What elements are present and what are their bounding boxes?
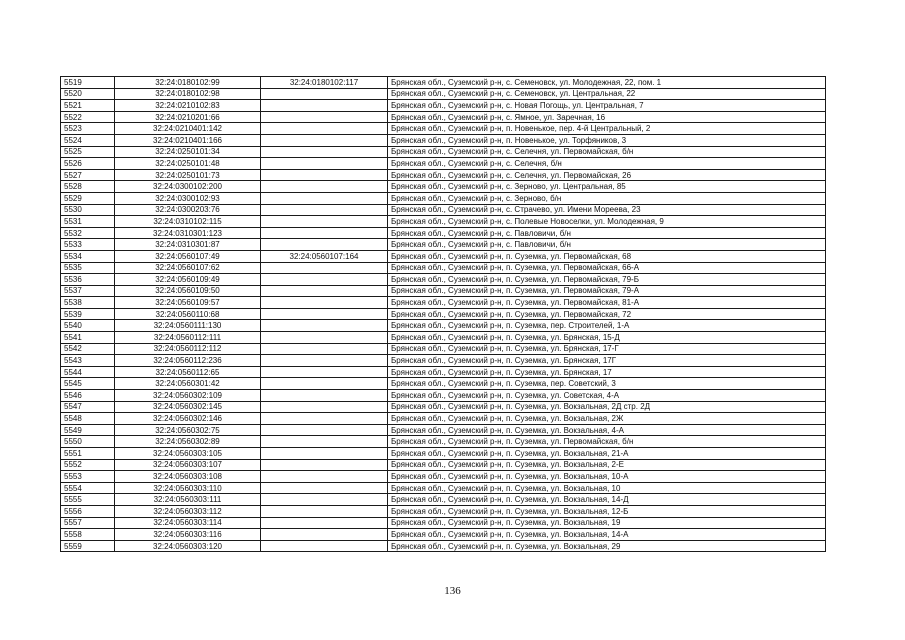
table-row [61, 343, 826, 355]
table-row [61, 424, 826, 436]
parent-cadastral-number-cell [261, 285, 388, 297]
address-cell: Брянская обл., Суземский р-н, п. Суземка, ул. Вокзальная, 4-А [388, 424, 826, 436]
table-row [61, 471, 826, 483]
parent-cadastral-number-cell [261, 390, 388, 402]
row-number-cell: 5557 [61, 517, 115, 529]
table-row [61, 192, 826, 204]
table-row [61, 436, 826, 448]
cadastral-number-cell: 32:24:0250101:48 [115, 158, 261, 170]
cadastral-number-cell: 32:24:0210102:83 [115, 100, 261, 112]
table-row [61, 390, 826, 402]
address-cell: Брянская обл., Суземский р-н, п. Суземка, ул. Первомайская, 68 [388, 250, 826, 262]
row-number-cell: 5522 [61, 111, 115, 123]
table-row [61, 332, 826, 344]
table-row [61, 413, 826, 425]
cadastral-number-cell: 32:24:0250101:34 [115, 146, 261, 158]
address-cell: Брянская обл., Суземский р-н, п. Суземка, ул. Вокзальная, 2Д стр. 2Д [388, 401, 826, 413]
table-row [61, 448, 826, 460]
cadastral-number-cell: 32:24:0560303:112 [115, 505, 261, 517]
address-cell: Брянская обл., Суземский р-н, с. Страчево, ул. Имени Мореева, 23 [388, 204, 826, 216]
table-row [61, 505, 826, 517]
address-cell: Брянская обл., Суземский р-н, п. Суземка, ул. Вокзальная, 2Ж [388, 413, 826, 425]
address-cell: Брянская обл., Суземский р-н, п. Суземка, ул. Брянская, 17Г [388, 355, 826, 367]
table-row [61, 482, 826, 494]
parent-cadastral-number-cell [261, 216, 388, 228]
cadastral-number-cell: 32:24:0560302:75 [115, 424, 261, 436]
row-number-cell: 5521 [61, 100, 115, 112]
cadastral-number-cell: 32:24:0560303:108 [115, 471, 261, 483]
address-cell: Брянская обл., Суземский р-н, с. Селечня, ул. Первомайская, 26 [388, 169, 826, 181]
table-row [61, 239, 826, 251]
table-row [61, 274, 826, 286]
table-row [61, 517, 826, 529]
row-number-cell: 5541 [61, 332, 115, 344]
cadastral-number-cell: 32:24:0560112:65 [115, 366, 261, 378]
parent-cadastral-number-cell [261, 401, 388, 413]
row-number-cell: 5558 [61, 529, 115, 541]
parent-cadastral-number-cell: 32:24:0560107:164 [261, 250, 388, 262]
cadastral-number-cell: 32:24:0300102:93 [115, 192, 261, 204]
address-cell: Брянская обл., Суземский р-н, п. Суземка, ул. Вокзальная, 19 [388, 517, 826, 529]
address-cell: Брянская обл., Суземский р-н, п. Суземка, ул. Вокзальная, 2-Е [388, 459, 826, 471]
table-row [61, 355, 826, 367]
cadastral-number-cell: 32:24:0560303:120 [115, 540, 261, 552]
parent-cadastral-number-cell [261, 169, 388, 181]
table-row [61, 181, 826, 193]
row-number-cell: 5542 [61, 343, 115, 355]
cadastral-number-cell: 32:24:0560109:57 [115, 297, 261, 309]
row-number-cell: 5550 [61, 436, 115, 448]
cadastral-number-cell: 32:24:0300203:76 [115, 204, 261, 216]
row-number-cell: 5543 [61, 355, 115, 367]
cadastral-number-cell: 32:24:0560302:146 [115, 413, 261, 425]
table-row [61, 227, 826, 239]
address-cell: Брянская обл., Суземский р-н, с. Ямное, ул. Заречная, 16 [388, 111, 826, 123]
parent-cadastral-number-cell [261, 482, 388, 494]
table-row [61, 111, 826, 123]
parent-cadastral-number-cell [261, 540, 388, 552]
address-cell: Брянская обл., Суземский р-н, с. Семеновск, ул. Молодежная, 22, пом. 1 [388, 77, 826, 89]
cadastral-number-cell: 32:24:0560302:145 [115, 401, 261, 413]
cadastral-number-cell: 32:24:0560303:114 [115, 517, 261, 529]
cadastral-number-cell: 32:24:0180102:99 [115, 77, 261, 89]
parent-cadastral-number-cell [261, 88, 388, 100]
address-cell: Брянская обл., Суземский р-н, п. Суземка, ул. Советская, 4-А [388, 390, 826, 402]
parent-cadastral-number-cell [261, 181, 388, 193]
cadastral-number-cell: 32:24:0210401:166 [115, 134, 261, 146]
cadastral-number-cell: 32:24:0560109:50 [115, 285, 261, 297]
address-cell: Брянская обл., Суземский р-н, с. Зерново, ул. Центральная, 85 [388, 181, 826, 193]
parent-cadastral-number-cell [261, 343, 388, 355]
row-number-cell: 5530 [61, 204, 115, 216]
cadastral-number-cell: 32:24:0300102:200 [115, 181, 261, 193]
address-cell: Брянская обл., Суземский р-н, п. Суземка, ул. Вокзальная, 10 [388, 482, 826, 494]
parent-cadastral-number-cell [261, 239, 388, 251]
address-cell: Брянская обл., Суземский р-н, п. Суземка, ул. Вокзальная, 29 [388, 540, 826, 552]
row-number-cell: 5539 [61, 308, 115, 320]
parent-cadastral-number-cell [261, 436, 388, 448]
table-row [61, 529, 826, 541]
parent-cadastral-number-cell [261, 366, 388, 378]
table-row [61, 401, 826, 413]
cadastral-number-cell: 32:24:0310301:87 [115, 239, 261, 251]
address-cell: Брянская обл., Суземский р-н, п. Суземка, ул. Брянская, 17-Г [388, 343, 826, 355]
address-cell: Брянская обл., Суземский р-н, п. Суземка, ул. Брянская, 15-Д [388, 332, 826, 344]
address-cell: Брянская обл., Суземский р-н, с. Новая Погощь, ул. Центральная, 7 [388, 100, 826, 112]
table-row [61, 216, 826, 228]
cadastral-number-cell: 32:24:0560107:49 [115, 250, 261, 262]
row-number-cell: 5535 [61, 262, 115, 274]
address-cell: Брянская обл., Суземский р-н, п. Суземка, ул. Первомайская, 72 [388, 308, 826, 320]
address-cell: Брянская обл., Суземский р-н, п. Суземка, пер. Строителей, 1-А [388, 320, 826, 332]
cadastral-number-cell: 32:24:0560109:49 [115, 274, 261, 286]
cadastral-number-cell: 32:24:0560112:112 [115, 343, 261, 355]
parent-cadastral-number-cell [261, 448, 388, 460]
table-row [61, 204, 826, 216]
address-cell: Брянская обл., Суземский р-н, с. Зерново, б/н [388, 192, 826, 204]
address-cell: Брянская обл., Суземский р-н, п. Суземка, ул. Первомайская, 79-А [388, 285, 826, 297]
cadastral-number-cell: 32:24:0250101:73 [115, 169, 261, 181]
cadastral-number-cell: 32:24:0560112:236 [115, 355, 261, 367]
cadastral-number-cell: 32:24:0560303:107 [115, 459, 261, 471]
address-cell: Брянская обл., Суземский р-н, п. Суземка, ул. Вокзальная, 21-А [388, 448, 826, 460]
row-number-cell: 5547 [61, 401, 115, 413]
cadastral-number-cell: 32:24:0560303:111 [115, 494, 261, 506]
cadastral-number-cell: 32:24:0560302:109 [115, 390, 261, 402]
cadastral-number-cell: 32:24:0310102:115 [115, 216, 261, 228]
row-number-cell: 5523 [61, 123, 115, 135]
address-cell: Брянская обл., Суземский р-н, п. Суземка, ул. Первомайская, б/н [388, 436, 826, 448]
row-number-cell: 5529 [61, 192, 115, 204]
address-cell: Брянская обл., Суземский р-н, с. Семеновск, ул. Центральная, 22 [388, 88, 826, 100]
cadastral-number-cell: 32:24:0560303:116 [115, 529, 261, 541]
row-number-cell: 5534 [61, 250, 115, 262]
row-number-cell: 5540 [61, 320, 115, 332]
cadastral-number-cell: 32:24:0560112:111 [115, 332, 261, 344]
address-cell: Брянская обл., Суземский р-н, с. Селечня, б/н [388, 158, 826, 170]
table-row [61, 297, 826, 309]
row-number-cell: 5554 [61, 482, 115, 494]
table-row [61, 134, 826, 146]
parent-cadastral-number-cell [261, 355, 388, 367]
table-row [61, 250, 826, 262]
table-row [61, 100, 826, 112]
address-cell: Брянская обл., Суземский р-н, п. Суземка, ул. Брянская, 17 [388, 366, 826, 378]
table-row [61, 540, 826, 552]
table-row [61, 158, 826, 170]
address-cell: Брянская обл., Суземский р-н, п. Суземка, ул. Вокзальная, 14-А [388, 529, 826, 541]
address-cell: Брянская обл., Суземский р-н, с. Селечня, ул. Первомайская, б/н [388, 146, 826, 158]
row-number-cell: 5551 [61, 448, 115, 460]
address-cell: Брянская обл., Суземский р-н, п. Суземка, ул. Первомайская, 66-А [388, 262, 826, 274]
row-number-cell: 5519 [61, 77, 115, 89]
parent-cadastral-number-cell [261, 111, 388, 123]
row-number-cell: 5524 [61, 134, 115, 146]
cadastral-number-cell: 32:24:0210401:142 [115, 123, 261, 135]
cadastral-number-cell: 32:24:0560303:110 [115, 482, 261, 494]
row-number-cell: 5553 [61, 471, 115, 483]
row-number-cell: 5555 [61, 494, 115, 506]
address-cell: Брянская обл., Суземский р-н, п. Суземка, ул. Вокзальная, 14-Д [388, 494, 826, 506]
cadastral-number-cell: 32:24:0560301:42 [115, 378, 261, 390]
row-number-cell: 5531 [61, 216, 115, 228]
row-number-cell: 5538 [61, 297, 115, 309]
cadastral-number-cell: 32:24:0560303:105 [115, 448, 261, 460]
cadastral-number-cell: 32:24:0210201:66 [115, 111, 261, 123]
address-cell: Брянская обл., Суземский р-н, п. Суземка, ул. Первомайская, 81-А [388, 297, 826, 309]
parent-cadastral-number-cell [261, 517, 388, 529]
cadastral-table [60, 76, 826, 552]
table-row [61, 459, 826, 471]
row-number-cell: 5520 [61, 88, 115, 100]
parent-cadastral-number-cell [261, 424, 388, 436]
table-row [61, 366, 826, 378]
address-cell: Брянская обл., Суземский р-н, п. Суземка, ул. Вокзальная, 12-Б [388, 505, 826, 517]
row-number-cell: 5532 [61, 227, 115, 239]
row-number-cell: 5527 [61, 169, 115, 181]
parent-cadastral-number-cell [261, 378, 388, 390]
parent-cadastral-number-cell [261, 100, 388, 112]
parent-cadastral-number-cell [261, 332, 388, 344]
table-body [61, 77, 826, 552]
cadastral-number-cell: 32:24:0310301:123 [115, 227, 261, 239]
page-number: 136 [444, 585, 461, 597]
row-number-cell: 5526 [61, 158, 115, 170]
address-cell: Брянская обл., Суземский р-н, п. Суземка, пер. Советский, 3 [388, 378, 826, 390]
parent-cadastral-number-cell [261, 262, 388, 274]
table-row [61, 146, 826, 158]
table-row [61, 169, 826, 181]
row-number-cell: 5559 [61, 540, 115, 552]
table-row [61, 123, 826, 135]
row-number-cell: 5546 [61, 390, 115, 402]
address-cell: Брянская обл., Суземский р-н, п. Суземка, ул. Вокзальная, 10-А [388, 471, 826, 483]
parent-cadastral-number-cell [261, 123, 388, 135]
address-cell: Брянская обл., Суземский р-н, п. Новенькое, пер. 4-й Центральный, 2 [388, 123, 826, 135]
row-number-cell: 5537 [61, 285, 115, 297]
cadastral-number-cell: 32:24:0560107:62 [115, 262, 261, 274]
parent-cadastral-number-cell [261, 227, 388, 239]
address-cell: Брянская обл., Суземский р-н, с. Павловичи, б/н [388, 227, 826, 239]
address-cell: Брянская обл., Суземский р-н, с. Полевые Новоселки, ул. Молодежная, 9 [388, 216, 826, 228]
table-row [61, 88, 826, 100]
row-number-cell: 5556 [61, 505, 115, 517]
parent-cadastral-number-cell [261, 204, 388, 216]
parent-cadastral-number-cell [261, 471, 388, 483]
table-row [61, 308, 826, 320]
table-row [61, 77, 826, 89]
parent-cadastral-number-cell [261, 134, 388, 146]
parent-cadastral-number-cell [261, 308, 388, 320]
table-row [61, 262, 826, 274]
row-number-cell: 5533 [61, 239, 115, 251]
parent-cadastral-number-cell [261, 529, 388, 541]
row-number-cell: 5525 [61, 146, 115, 158]
table-row [61, 285, 826, 297]
cadastral-number-cell: 32:24:0560110:68 [115, 308, 261, 320]
parent-cadastral-number-cell [261, 459, 388, 471]
table-row [61, 494, 826, 506]
address-cell: Брянская обл., Суземский р-н, с. Павловичи, б/н [388, 239, 826, 251]
parent-cadastral-number-cell [261, 274, 388, 286]
parent-cadastral-number-cell [261, 158, 388, 170]
row-number-cell: 5552 [61, 459, 115, 471]
cadastral-number-cell: 32:24:0560111:130 [115, 320, 261, 332]
parent-cadastral-number-cell [261, 192, 388, 204]
table-row [61, 320, 826, 332]
parent-cadastral-number-cell [261, 297, 388, 309]
row-number-cell: 5549 [61, 424, 115, 436]
row-number-cell: 5544 [61, 366, 115, 378]
parent-cadastral-number-cell [261, 413, 388, 425]
table-row [61, 378, 826, 390]
row-number-cell: 5545 [61, 378, 115, 390]
address-cell: Брянская обл., Суземский р-н, п. Суземка, ул. Первомайская, 79-Б [388, 274, 826, 286]
row-number-cell: 5548 [61, 413, 115, 425]
parent-cadastral-number-cell: 32:24:0180102:117 [261, 77, 388, 89]
parent-cadastral-number-cell [261, 494, 388, 506]
address-cell: Брянская обл., Суземский р-н, п. Новенькое, ул. Торфяников, 3 [388, 134, 826, 146]
row-number-cell: 5528 [61, 181, 115, 193]
cadastral-number-cell: 32:24:0180102:98 [115, 88, 261, 100]
parent-cadastral-number-cell [261, 320, 388, 332]
parent-cadastral-number-cell [261, 146, 388, 158]
parent-cadastral-number-cell [261, 505, 388, 517]
cadastral-number-cell: 32:24:0560302:89 [115, 436, 261, 448]
row-number-cell: 5536 [61, 274, 115, 286]
